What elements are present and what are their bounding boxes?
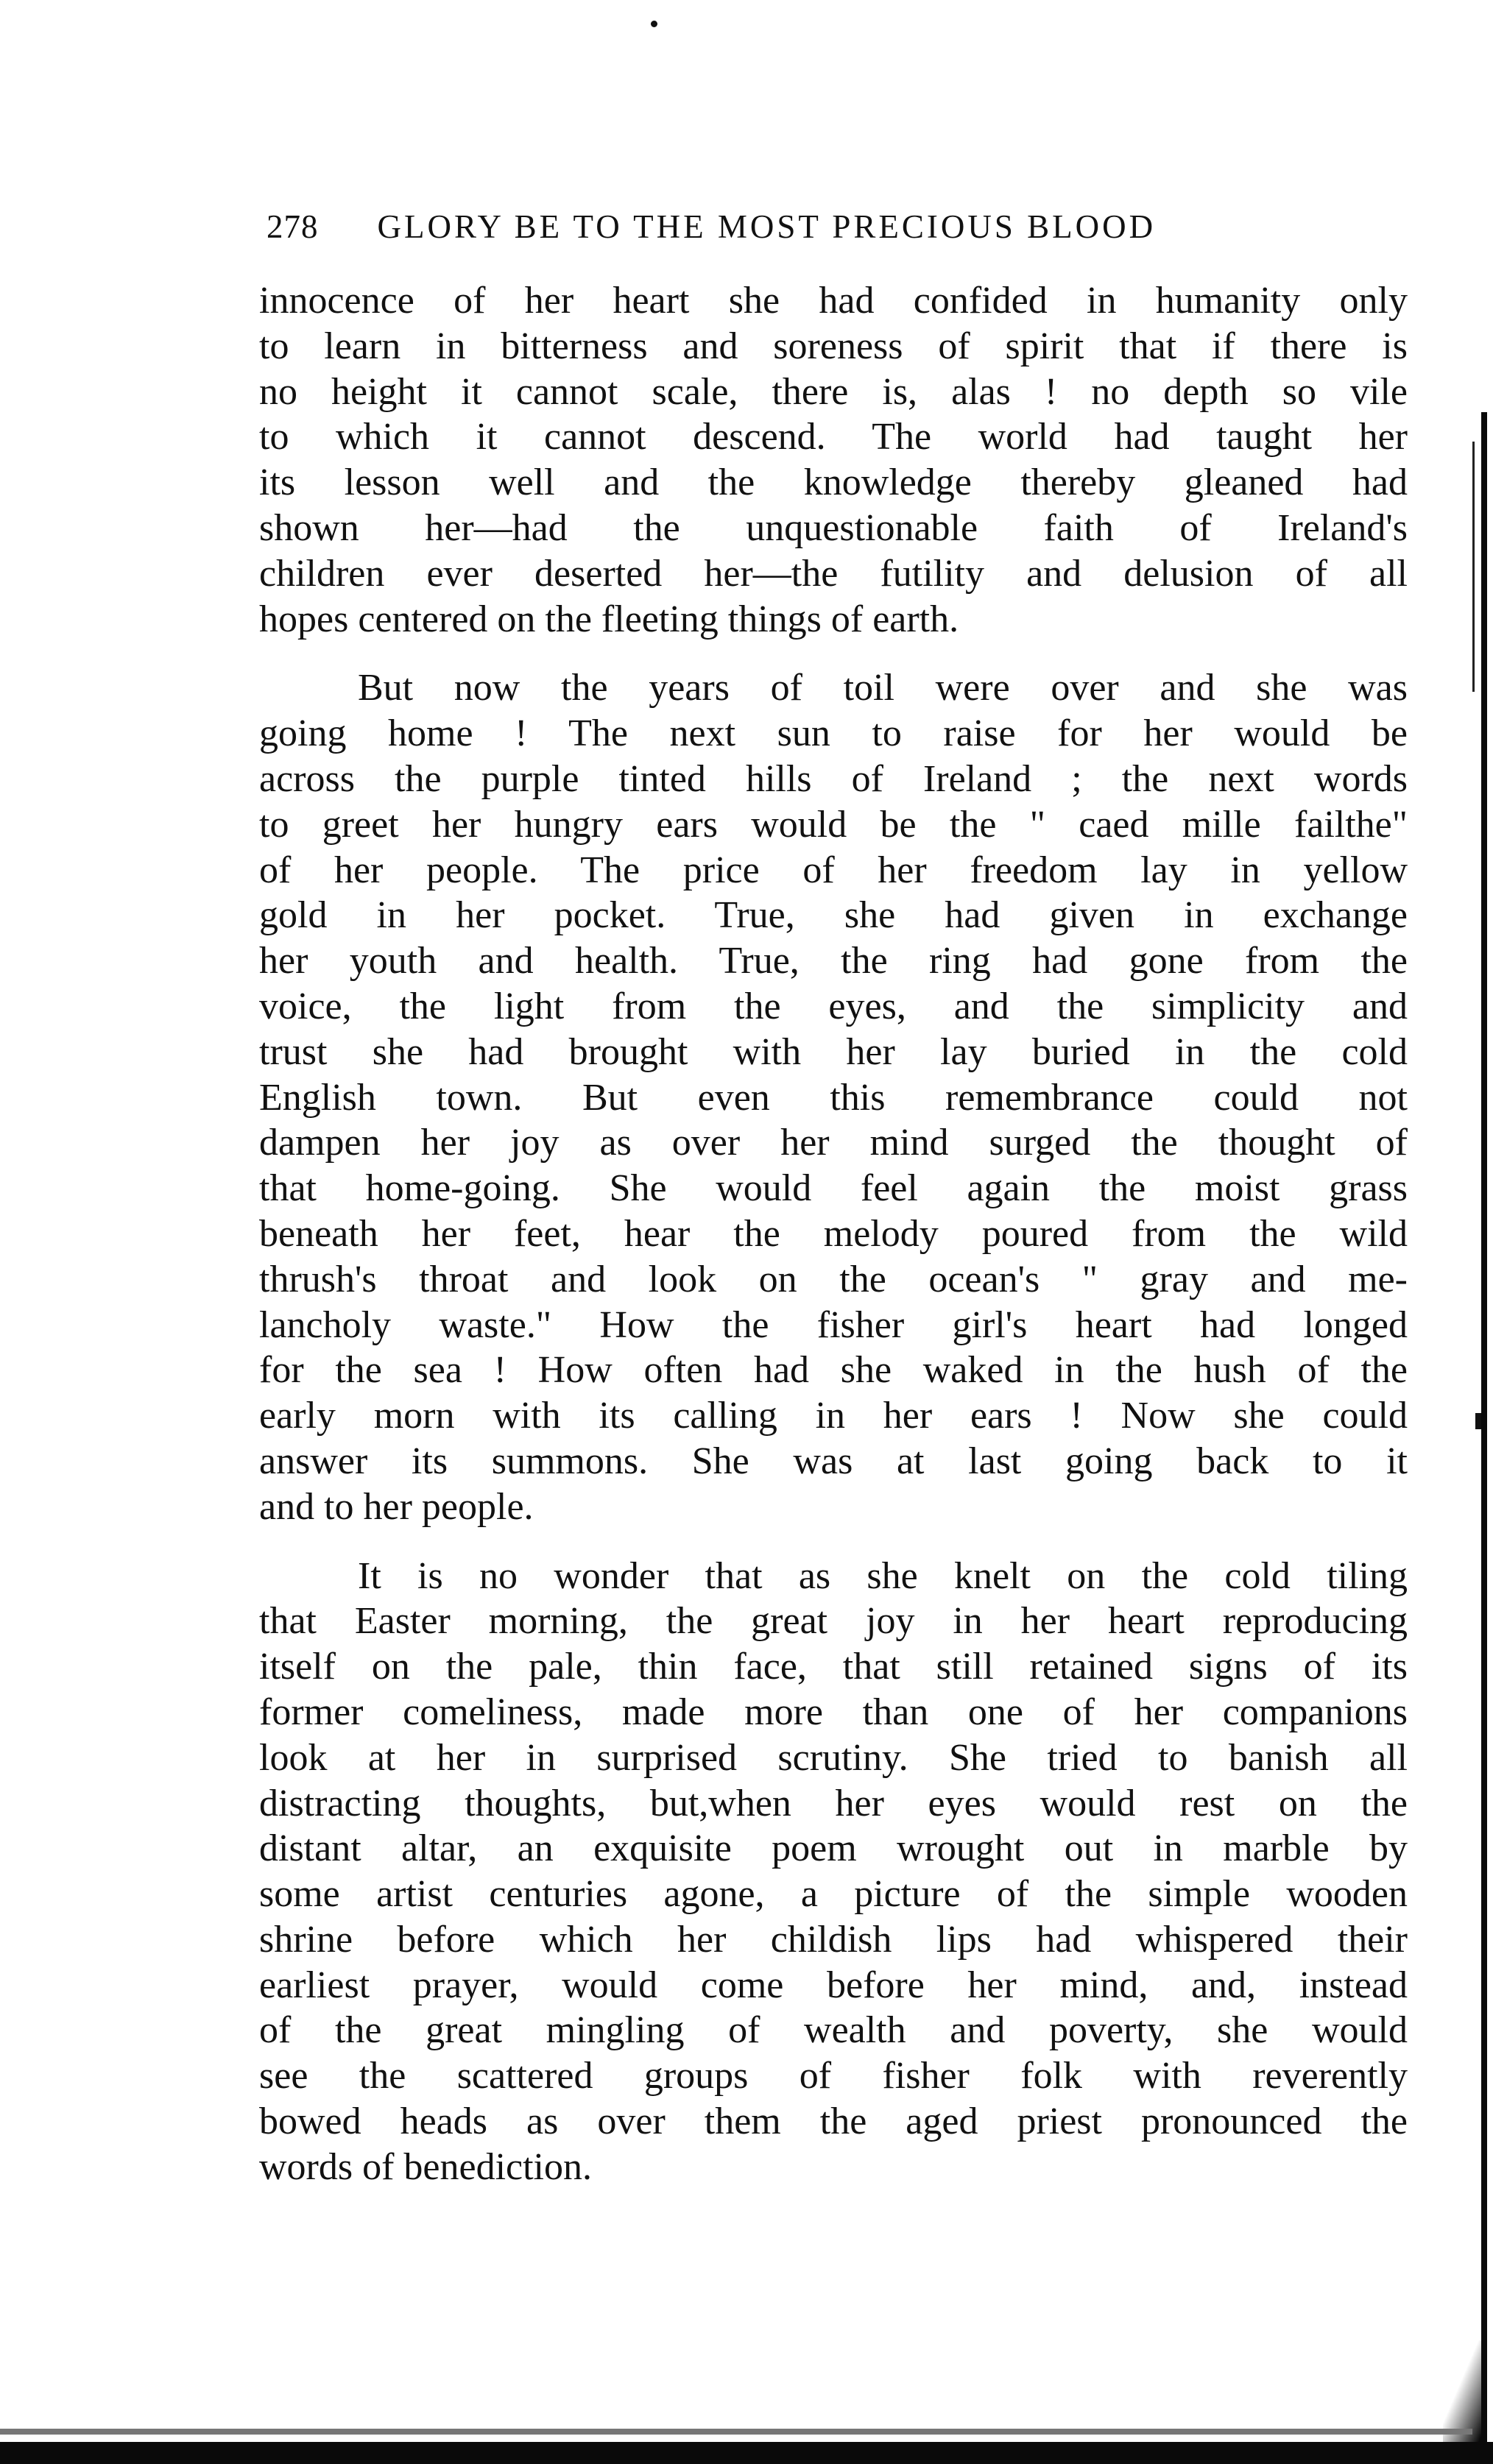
text-line: see the scattered groups of fisher folk with reverently	[259, 2055, 1408, 2097]
page-number: 278	[267, 208, 319, 245]
text-line: of the great mingling of wealth and poverty, she would	[259, 2009, 1408, 2052]
paragraph-3	[259, 1554, 1408, 2190]
text-line: gold in her pocket. True, she had given in exchange	[259, 894, 1408, 937]
text-line: answer its summons. She was at last going back to it	[259, 1440, 1408, 1482]
text-line: going home ! The next sun to raise for her would be	[259, 712, 1408, 755]
text-line: to which it cannot descend. The world had taught her	[259, 416, 1408, 459]
running-title: GLORY BE TO THE MOST PRECIOUS BLOOD	[377, 208, 1157, 245]
text-line: shrine before which her childish lips had whispered their	[259, 1918, 1408, 1961]
text-line: trust she had brought with her lay buried in the cold	[259, 1030, 1408, 1073]
page-edge-line	[1472, 442, 1475, 692]
text-line: distracting thoughts, but,when her eyes would rest on the	[259, 1782, 1408, 1824]
text-line: It is no wonder that as she knelt on the cold tiling	[358, 1554, 1408, 1597]
page-edge-bottom	[0, 2442, 1493, 2464]
text-line: that Easter morning, the great joy in her heart reproducing	[259, 1600, 1408, 1643]
text-line: itself on the pale, thin face, that still retained signs of its	[259, 1646, 1408, 1688]
text-line: But now the years of toil were over and she was	[358, 667, 1408, 709]
text-line: of her people. The price of her freedom lay in yellow	[259, 849, 1408, 891]
text-line: to learn in bitterness and soreness of spirit that if there is	[259, 325, 1408, 367]
text-line: no height it cannot scale, there is, alas ! no depth so vile	[259, 370, 1408, 413]
text-line: early morn with its calling in her ears ! Now she could	[259, 1395, 1408, 1437]
text-line: look at her in surprised scrutiny. She tried to banish all	[259, 1736, 1408, 1779]
text-line: dampen her joy as over her mind surged the thought of	[259, 1122, 1408, 1164]
text-line: words of benediction.	[259, 2145, 593, 2188]
text-line: bowed heads as over them the aged priest pronounced the	[259, 2100, 1408, 2143]
text-line: for the sea ! How often had she waked in the hush of the	[259, 1349, 1408, 1392]
page-corner-shadow	[1443, 2340, 1487, 2443]
text-line: shown her—had the unquestionable faith of Ireland's	[259, 506, 1408, 549]
text-line: English town. But even this remembrance could not	[259, 1076, 1408, 1119]
text-line: lancholy waste." How the fisher girl's heart had longed	[259, 1303, 1408, 1346]
text-line: former comeliness, made more than one of her companions	[259, 1691, 1408, 1733]
paragraph-2	[259, 665, 1408, 1529]
paragraph-1	[259, 278, 1408, 642]
text-line: that home-going. She would feel again the moist grass	[259, 1167, 1408, 1210]
text-line: across the purple tinted hills of Ireland ; the next words	[259, 757, 1408, 800]
text-line: hopes centered on the fleeting things of earth.	[259, 598, 959, 640]
text-line: thrush's throat and look on the ocean's " gray and me-	[259, 1258, 1408, 1300]
text-line: beneath her feet, hear the melody poured from the wild	[259, 1212, 1408, 1255]
page-edge-right	[1481, 412, 1487, 2458]
text-line: some artist centuries agone, a picture of the simple wooden	[259, 1873, 1408, 1916]
text-line: its lesson well and the knowledge thereby gleaned had	[259, 461, 1408, 504]
text-line: her youth and health. True, the ring had gone from the	[259, 940, 1408, 983]
text-line: children ever deserted her—the futility and delusion of all	[259, 552, 1408, 595]
running-head	[267, 208, 1246, 252]
text-line: distant altar, an exquisite poem wrought out in marble by	[259, 1827, 1408, 1870]
text-line: to greet her hungry ears would be the " caed mille failthe"	[259, 803, 1408, 846]
text-line: innocence of her heart she had confided in humanity only	[259, 280, 1408, 322]
body-text	[259, 278, 1408, 2190]
text-line: and to her people.	[259, 1485, 534, 1528]
text-line: voice, the light from the eyes, and the simplicity and	[259, 985, 1408, 1027]
page-edge-bottom-gray	[0, 2429, 1472, 2435]
ink-speck	[651, 21, 657, 27]
text-line: earliest prayer, would come before her mind, and, instead	[259, 1964, 1408, 2006]
